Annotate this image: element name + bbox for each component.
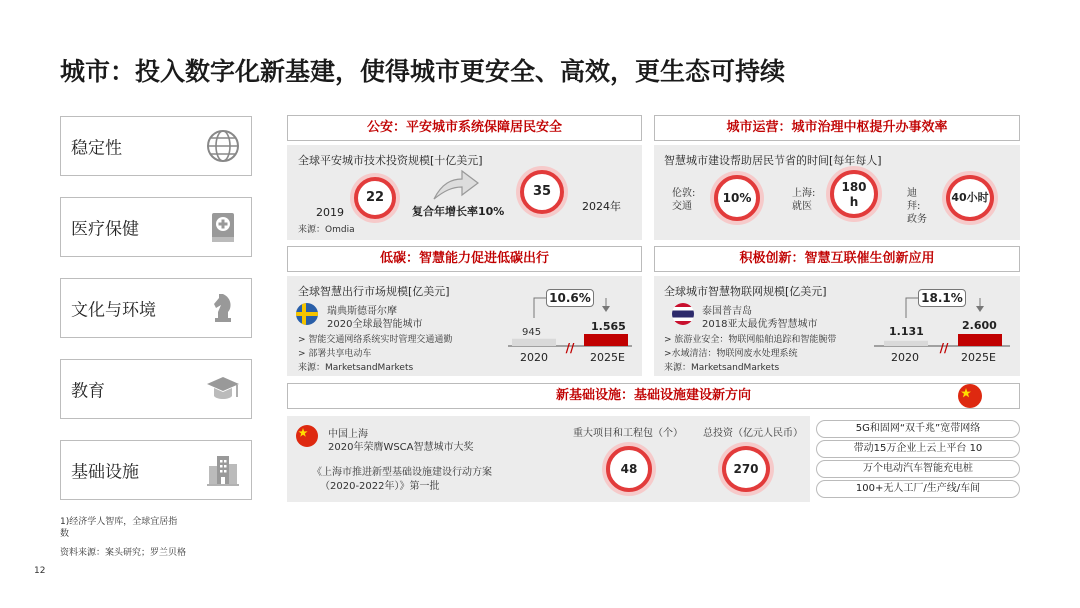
infrastructure-pill-3: 万个电动汽车智能充电桩	[816, 460, 1020, 478]
security-subtitle: 全球平安城市技术投资规模[十亿美元]	[298, 154, 483, 167]
lowcarbon-award: 2020全球最智能城市	[327, 319, 423, 330]
dubai-value: 40小时	[946, 175, 994, 221]
innovation-value-2020: 1.131	[889, 325, 924, 338]
sidebar-item-culture[interactable]	[60, 278, 252, 338]
china-flag-small-icon	[296, 425, 318, 447]
infrastructure-plan-line2: （2020-2022年）》第一批	[320, 481, 440, 492]
chess-knight-icon	[205, 290, 241, 326]
shanghai-label-sub: 就医	[792, 201, 812, 212]
innovation-source: 来源：MarketsandMarkets	[664, 363, 780, 373]
projects-value: 48	[606, 446, 652, 492]
svg-text://: //	[939, 341, 949, 355]
sidebar-item-label: 文化与环境	[71, 300, 156, 321]
innovation-cat-2020: 2020	[891, 351, 919, 364]
shanghai-label: 上海:	[792, 188, 816, 199]
london-label: 伦敦:	[672, 188, 696, 199]
buildings-icon	[205, 452, 241, 488]
lowcarbon-cat-2020: 2020	[520, 351, 548, 364]
globe-icon	[205, 128, 241, 164]
bar-2020	[884, 341, 928, 346]
lowcarbon-cat-2025: 2025E	[590, 351, 625, 364]
lowcarbon-value-2020: 945	[522, 327, 542, 338]
lowcarbon-bullet-1: > 智能交通网络系统实时管理交通通勤	[298, 335, 453, 345]
sweden-flag-icon	[296, 303, 318, 325]
sidebar-item-label: 基础设施	[71, 462, 139, 483]
dubai-label-a: 迪	[907, 188, 917, 199]
infrastructure-city: 中国上海	[328, 429, 368, 440]
innovation-city: 泰国普吉岛	[702, 306, 752, 317]
page-title: 城市：投入数字化新基建，使得城市更安全、高效，更生态可持续	[60, 57, 786, 86]
infrastructure-award: 2020年荣膺WSCA智慧城市大奖	[328, 442, 474, 453]
dubai-label-b: 拜:	[907, 201, 921, 212]
sidebar-item-label: 稳定性	[71, 138, 122, 159]
innovation-bullet-1: > 旅游业安全：物联网船舶追踪和智能腕带	[664, 335, 837, 345]
security-value-start: 22	[354, 177, 396, 219]
innovation-header: 积极创新：智慧互联催生创新应用	[654, 246, 1020, 272]
growth-arrow-icon	[432, 167, 480, 201]
shanghai-value-number: 180	[841, 180, 867, 194]
medical-book-icon	[205, 209, 241, 245]
bar-2025E	[584, 334, 628, 346]
innovation-growth: 18.1%	[918, 289, 966, 307]
china-flag-icon	[958, 384, 982, 408]
investment-label: 总投资（亿元人民币）	[703, 428, 803, 439]
innovation-value-2025: 2.600	[962, 319, 997, 332]
footnote-1-cont: 数	[60, 529, 70, 539]
shanghai-value	[830, 170, 878, 218]
sidebar-item-infrastructure[interactable]	[60, 440, 252, 500]
london-label-sub: 交通	[672, 201, 692, 212]
security-source: 来源：Omdia	[298, 225, 355, 235]
footnote-1: 1)经济学人智库，全球宜居指	[60, 517, 178, 527]
operations-header: 城市运营：城市治理中枢提升办事效率	[654, 115, 1020, 141]
bar-2020	[512, 339, 556, 346]
lowcarbon-value-2025: 1.565	[591, 320, 626, 333]
infrastructure-header: 新基础设施：基础设施建设新方向	[287, 383, 1020, 409]
sidebar-item-label: 医疗保健	[71, 219, 139, 240]
security-value-end: 35	[520, 170, 564, 214]
footnote-2: 资料来源：案头研究；罗兰贝格	[60, 548, 187, 558]
security-year-start: 2019	[316, 206, 344, 219]
svg-text://: //	[565, 341, 575, 355]
operations-subtitle: 智慧城市建设帮助居民节省的时间[每年每人]	[664, 154, 882, 167]
security-header: 公安：平安城市系统保障居民安全	[287, 115, 642, 141]
london-value: 10%	[714, 175, 760, 221]
security-growth: 复合年增长率10%	[412, 205, 505, 218]
dubai-label-c: 政务	[907, 214, 927, 225]
lowcarbon-bullet-2: > 部署共享电动车	[298, 349, 372, 359]
projects-label: 重大项目和工程包（个）	[573, 428, 683, 439]
investment-value: 270	[722, 446, 770, 492]
security-year-end: 2024年	[582, 200, 621, 213]
sidebar-item-stability[interactable]	[60, 116, 252, 176]
infrastructure-plan-line1: 《上海市推进新型基础设施建设行动方案	[312, 467, 492, 478]
innovation-subtitle: 全球城市智慧物联网规模[亿美元]	[664, 285, 827, 298]
lowcarbon-header: 低碳：智慧能力促进低碳出行	[287, 246, 642, 272]
lowcarbon-source: 来源：MarketsandMarkets	[298, 363, 414, 373]
lowcarbon-subtitle: 全球智慧出行市场规模[亿美元]	[298, 285, 450, 298]
lowcarbon-growth: 10.6%	[546, 289, 594, 307]
graduation-cap-icon	[205, 371, 241, 407]
lowcarbon-city: 瑞典斯德哥尔摩	[327, 306, 397, 317]
infrastructure-pill-4: 100+无人工厂/生产线/车间	[816, 480, 1020, 498]
innovation-award: 2018亚太最优秀智慧城市	[702, 319, 818, 330]
bar-2025E	[958, 334, 1002, 346]
sidebar-item-education[interactable]	[60, 359, 252, 419]
page-number: 12	[34, 566, 46, 576]
shanghai-value-unit: h	[849, 195, 859, 209]
innovation-bullet-2: >水域清洁：物联网废水处理系统	[664, 349, 798, 359]
infrastructure-pill-2: 带动15万企业上云上平台 10	[816, 440, 1020, 458]
innovation-cat-2025: 2025E	[961, 351, 996, 364]
sidebar-item-label: 教育	[71, 381, 105, 402]
sidebar-item-healthcare[interactable]	[60, 197, 252, 257]
infrastructure-pill-1: 5G和固网“双千兆”宽带网络	[816, 420, 1020, 438]
thailand-flag-icon	[672, 303, 694, 325]
